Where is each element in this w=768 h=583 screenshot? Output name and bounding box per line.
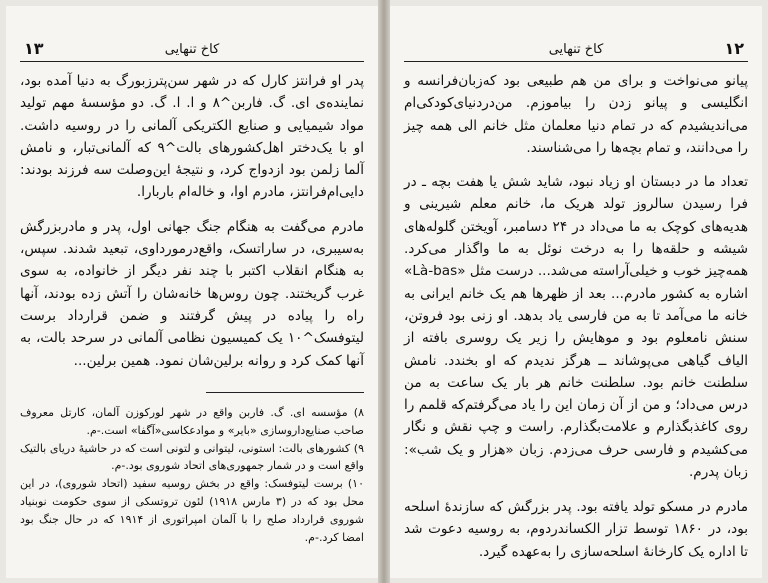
footnote-9: ۹) کشورهای بالت: استونی، لیتوانی و لتونی است که در حاشیهٔ دریای بالتیک واقع است و در شمار جمهوری‌های اتحاد شوروی بود.-م. xyxy=(20,441,364,473)
left-page-body xyxy=(20,70,364,372)
right-page xyxy=(390,6,762,578)
right-page-body-bottom xyxy=(404,496,748,563)
left-page xyxy=(6,6,378,578)
right-paragraph-1: پیانو می‌نواخت و برای من هم طبیعی بود که‌زبان‌فرانسه و انگلیسی و پیانو زدن را بیاموزم. من‌دردنیای‌کودکی‌ام می‌اندیشیدم که در تمام دنیا معلمان مثل خانم الی همه چیز را می‌دانند، و تمام بچه‌ها را می‌شناسند. xyxy=(404,73,748,156)
book-gutter xyxy=(378,0,390,583)
right-paragraph-2: تعداد ما در دبستان او زیاد نبود، شاید شش یا هفت بچه ـ در فرا رسیدن سالروز تولد هریک ما، خانم معلم شیرینی و هدیه‌های کوچک به ما می‌داد در ۲۴ دسامبر، آویختن گلوله‌های شیشه و حلقه‌ها را به درخت نوئل به ما واگذار می‌کرد. همه‌چیز خوب و خیلی‌آراسته می‌شد... درست مثل «Là-bas» اشاره به کشور مادرم... بعد از ظهرها هم یک خانم ایرانی به خانه ما می‌آمد تا به من فارسی یاد بدهد. او زنی بود فروتن، سنش نامعلوم بود و موهایش را زیر یک روسری بافته از الیاف گیاهی می‌پوشاند ــ هرگز ندیدم که او بخندد. نامش سلطنت خانم بود. سلطنت خانم هر بار یک ساعت به من درس می‌داد؛ و من از آن زمان این را یاد می‌گرفتم‌که قلمم را روی کاغذبگذارم و علامت‌بگذارم. راست و چپ نقش و نگار می‌کشیدم و فارسی حرف می‌زدم. زبان «هزار و یک شب»: زبان پدرم. xyxy=(404,174,748,481)
right-page-header xyxy=(404,40,748,62)
left-paragraph-1: پدر او فرانتز کارل که در شهر سن‌پترزبورگ به دنیا آمده بود، نماینده‌ی ای. گ. فاربن^۸ و ا. ا. گ. دو مؤسسهٔ مهم تولید مواد شیمیایی و صنایع الکتریکی آلمانی را در روسیه داشت. او با یک‌دختر اهل‌کشورهای بالت^۹ که آلمانی‌تبار، و نامش آلما زلمن بود ازدواج کرد، و نتیجهٔ این‌وصلت سه فرزند بودند: دایی‌ام‌فرانتز، مادرم اوا، و خاله‌ام باربارا. xyxy=(20,73,365,201)
left-header-rule xyxy=(20,61,364,62)
left-page-number: ۱۳ xyxy=(24,39,44,58)
right-header-rule xyxy=(404,61,748,62)
footnote-8: ۸) مؤسسه ای. گ. فاربن واقع در شهر لورکوزن آلمان، کارتل معروف صاحب صنایع‌داروسازی «بایر» و موادعکاسی«آگفا» است.-م. xyxy=(20,406,364,437)
footnote-rule xyxy=(206,392,364,393)
right-paragraph-3: مادرم در مسکو تولد یافته بود. پدر بزرگش که سازندهٔ اسلحه بود، در ۱۸۶۰ توسط تزار الکساندردوم، به روسیه دعوت شد تا اداره یک کارخانهٔ اسلحه‌سازی را به‌عهده گیرد. xyxy=(404,499,748,560)
footnote-10: ۱۰) برست لیتوفسک: واقع در بخش روسیه سفید (اتحاد شوروی)، در این محل بود که در (۳ مارس ۱۹۱۸) لئون تروتسکی از سوی حکومت نوبنیاد شوروی قرارداد صلح را با آلمان امپراتوری از ۱۹۱۴ که در حال جنگ بود امضا کرد.-م. xyxy=(20,477,364,544)
left-running-title: کاخ تنهایی xyxy=(164,42,220,57)
left-page-header xyxy=(20,40,364,62)
left-paragraph-2: مادرم می‌گفت به هنگام جنگ جهانی اول، پدر و مادربزرگش به‌سیبری، در ساراتسک، واقع‌درمورداوی، تبعید شدند. سپس، به هنگام انقلاب اکتبر با چند نفر دیگر از خانواده، به سوی غرب گریختند. چون روس‌ها خانه‌شان را آتش زده بودند، آنها راه را پیاده در پیش گرفتند و ضمن قرارداد برست لیتوفسک^۱۰ یک کمیسیون نظامی آلمانی در سرحد بالت، به آنها کمک کرد و روانه برلین‌شان نمود. همین برلین... xyxy=(20,218,364,369)
footnotes xyxy=(20,404,364,546)
right-page-body xyxy=(404,70,748,483)
right-page-number: ۱۲ xyxy=(724,39,744,58)
right-running-title: کاخ تنهایی xyxy=(548,42,604,57)
